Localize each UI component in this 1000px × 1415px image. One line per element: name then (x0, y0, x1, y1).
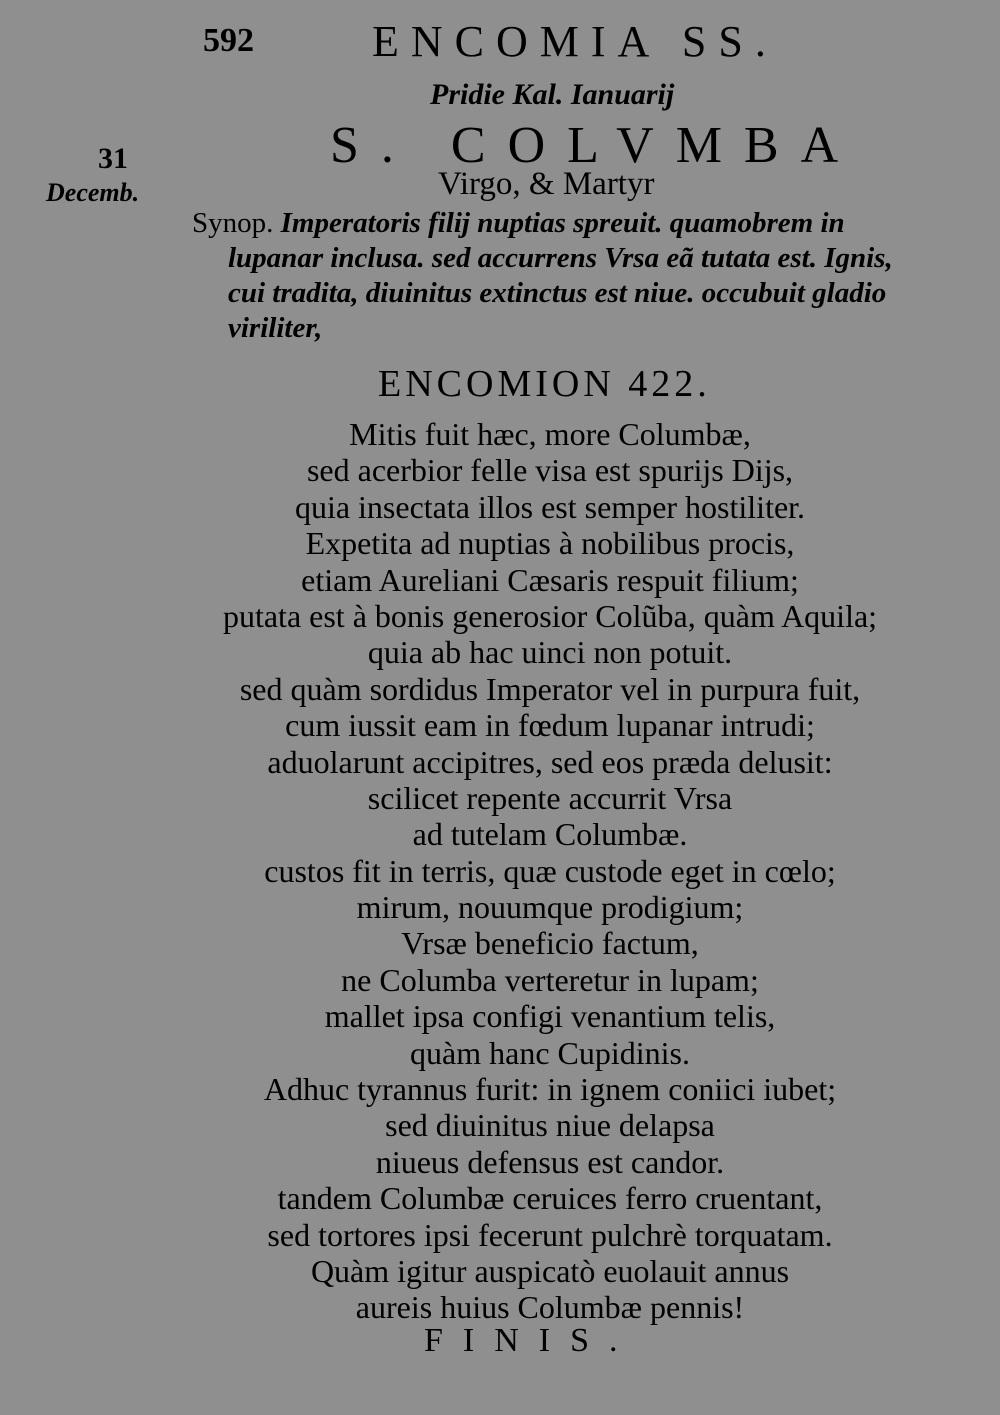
poem-line: Quàm igitur auspicatò euolauit annus (310, 1252, 790, 1289)
synopsis (192, 206, 952, 346)
poem-line: ad tutelam Columbæ. (412, 816, 688, 853)
poem-line: tandem Columbæ ceruices ferro cruentant, (277, 1180, 823, 1217)
poem-line: custos fit in terris, quæ custode eget in cœlo; (264, 852, 836, 889)
poem-line: aureis huius Columbæ pennis! (355, 1289, 745, 1326)
running-title: ENCOMIA SS. (372, 17, 778, 66)
poem-line: niueus defensus est candor. (375, 1143, 725, 1180)
poem-line: aduolarunt accipitres, sed eos præda delusit: (267, 743, 833, 780)
synopsis-line (192, 206, 952, 241)
synopsis-text: Imperatoris filij nuptias spreuit. quamobrem in (280, 207, 845, 239)
saint-subtitle: Virgo, & Martyr (438, 166, 655, 202)
margin-note-day: 31 (98, 142, 128, 175)
poem-line: etiam Aureliani Cæsaris respuit filium; (301, 561, 799, 598)
synopsis-line: lupanar inclusa. sed accurrens Vrsa eã tutata est. Ignis, (228, 242, 893, 274)
synopsis-line: viriliter, (228, 312, 323, 344)
poem-line: putata est à bonis generosior Colũba, quàm Aquila; (222, 597, 878, 634)
poem-line: scilicet repente accurrit Vrsa (367, 779, 733, 816)
finis: FINIS. (424, 1322, 638, 1359)
synopsis-label: Synop. (192, 207, 274, 239)
poem (150, 416, 950, 1326)
poem-line: Expetita ad nuptias à nobilibus procis, (305, 525, 795, 562)
poem-line: Vrsæ beneficio factum, (401, 925, 699, 962)
synopsis-line: cui tradita, diuinitus extinctus est niue. occubuit gladio (228, 277, 887, 309)
poem-line: quàm hanc Cupidinis. (410, 1034, 690, 1071)
poem-line: quia insectata illos est semper hostiliter. (294, 488, 806, 525)
encomion-title: ENCOMION 422. (378, 363, 711, 405)
saint-name: S. COLVMBA (330, 117, 861, 174)
poem-line: Adhuc tyrannus furit: in ignem coniici iubet; (263, 1071, 837, 1108)
poem-line: sed acerbior felle visa est spurijs Dijs, (306, 452, 794, 489)
poem-line: sed quàm sordidus Imperator vel in purpura fuit, (239, 670, 861, 707)
poem-line: sed diuinitus niue delapsa (385, 1107, 715, 1144)
poem-line: sed tortores ipsi fecerunt pulchrè torquatam. (267, 1216, 833, 1253)
poem-line: mirum, nouumque prodigium; (356, 889, 744, 926)
poem-line: Mitis fuit hæc, more Columbæ, (349, 416, 751, 452)
poem-line: mallet ipsa configi venantium telis, (324, 998, 776, 1035)
date-line: Pridie Kal. Ianuarij (430, 78, 675, 111)
poem-line: quia ab hac uinci non potuit. (367, 634, 733, 671)
poem-line: cum iussit eam in fœdum lupanar intrudi; (285, 707, 815, 744)
margin-note-month: Decemb. (46, 178, 140, 207)
page-number: 592 (203, 22, 254, 59)
poem-line: ne Columba verteretur in lupam; (341, 961, 759, 998)
